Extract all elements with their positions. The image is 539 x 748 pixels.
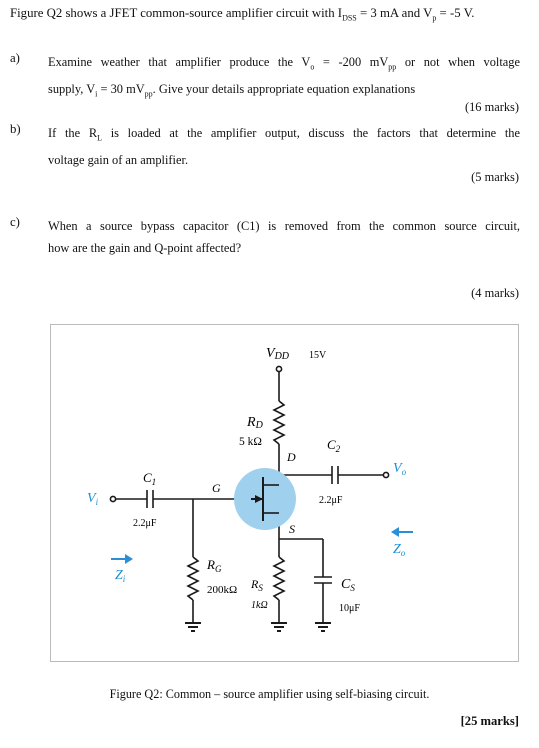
zo-arrow-icon — [391, 527, 413, 537]
zi-arrow-icon — [111, 554, 133, 564]
rg-value: 200kΩ — [207, 584, 238, 596]
vi-terminal — [110, 496, 115, 501]
rs-label: $R_S$ — [251, 577, 263, 593]
zi-label: $Z_i$ — [115, 568, 126, 584]
rs-value: 1kΩ — [251, 600, 268, 611]
c1-label: $C_1$ — [143, 470, 157, 487]
figure-caption: Figure Q2: Common – source amplifier using self-biasing circuit. — [109, 687, 430, 701]
question-c-line1: When a source bypass capacitor (C1) is removed from the common source circuit, — [48, 219, 520, 233]
c1-value: 2.2μF — [133, 518, 157, 529]
question-b-text — [48, 122, 520, 171]
circuit-figure — [50, 324, 519, 662]
vo-label: $V_o$ — [393, 461, 407, 477]
question-a-marks: (16 marks) — [464, 100, 519, 114]
question-b-line1: If the $R_L$ is loaded at the amplifier output, discuss the factors that determine the — [48, 126, 520, 143]
question-a-label: a) — [10, 51, 20, 65]
question-c-line2: how are the gain and Q-point affected? — [48, 241, 242, 255]
rd-label: RD — [247, 415, 263, 431]
vdd-label: VDD — [266, 346, 290, 362]
zo-label: $Z_o$ — [393, 542, 406, 558]
question-c-label: c) — [10, 215, 20, 229]
question-c-text — [48, 215, 520, 259]
question-b-line2: voltage gain of an amplifier. — [48, 153, 189, 168]
question-c-marks: (4 marks) — [471, 286, 519, 300]
jfet-amplifier-schematic — [51, 325, 518, 661]
cs-value: 10μF — [339, 603, 360, 614]
question-b-marks: (5 marks) — [471, 170, 519, 184]
vo-terminal — [383, 472, 388, 477]
question-a-line2: supply, $V_i = 30$ $mV_{pp}$. Give your details appropriate equation explanations — [48, 82, 416, 99]
drain-label: D — [287, 450, 296, 464]
jfet-highlight-circle — [234, 468, 296, 530]
cs-label: $C_S$ — [341, 577, 355, 593]
vdd-terminal — [276, 366, 281, 371]
ground-icon — [185, 623, 331, 631]
c2-value: 2.2μF — [319, 495, 343, 506]
source-label: S — [289, 522, 295, 536]
question-intro: Figure Q2 shows a JFET common-source amplifier circuit with $I_{DSS} = 3$ mA and $V_p = -5$ V. — [10, 6, 475, 23]
question-a-text — [48, 51, 520, 106]
c2-label: $C_2$ — [327, 437, 341, 454]
rd-value: 5 kΩ — [239, 436, 262, 448]
rd-resistor — [274, 401, 284, 444]
vdd-value: 15V — [309, 350, 327, 361]
question-a-line1: Examine weather that amplifier produce the $V_o = -200$ $mV_{pp}$ or not when voltage — [48, 55, 520, 72]
total-marks: [25 marks] — [460, 714, 519, 728]
gate-label: G — [212, 481, 221, 495]
rg-resistor — [188, 557, 198, 600]
rg-label: $R_G$ — [207, 557, 222, 574]
rs-resistor — [274, 557, 284, 600]
vi-label: $V_i$ — [87, 491, 99, 507]
question-b-label: b) — [10, 122, 21, 136]
